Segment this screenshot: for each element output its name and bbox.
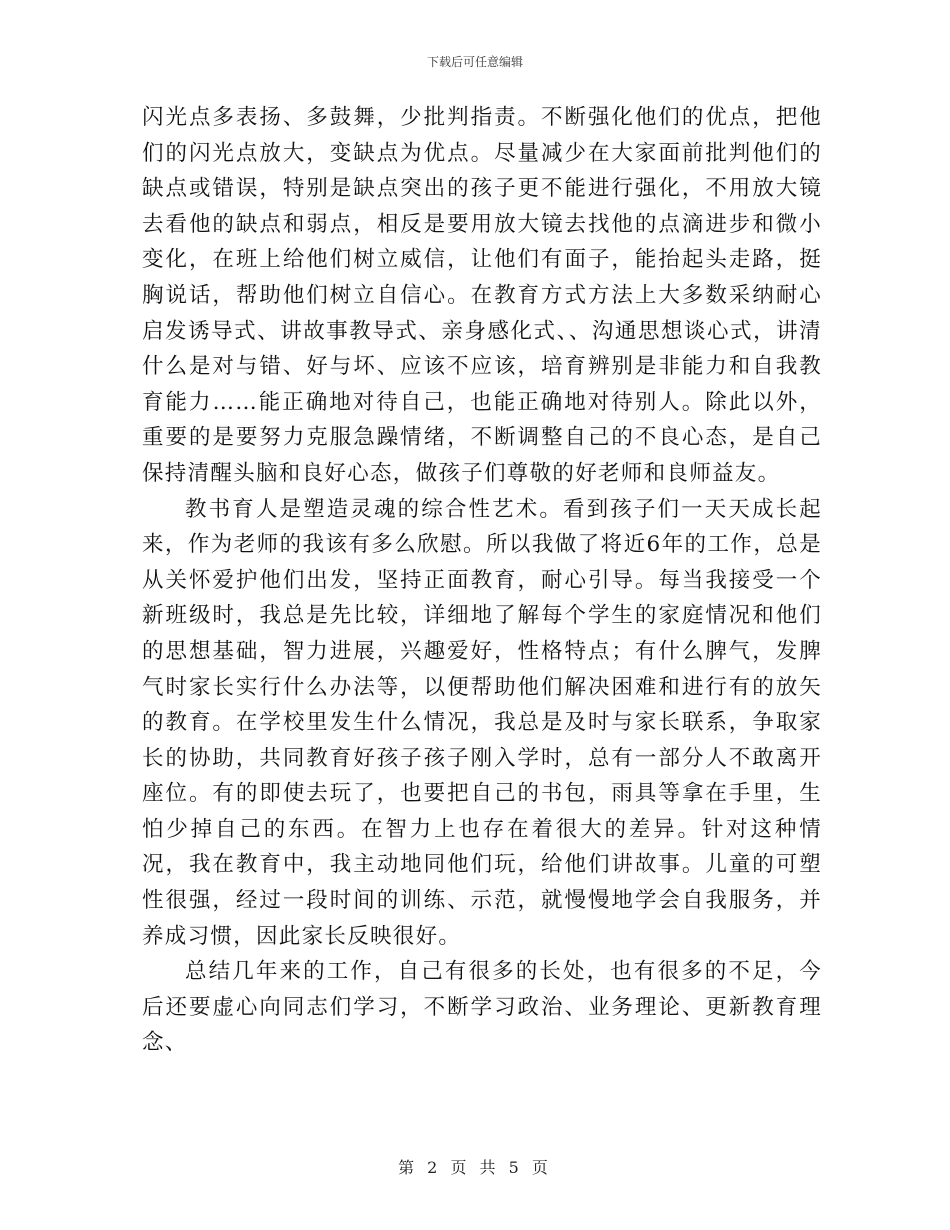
document-body — [142, 100, 822, 1061]
page-number: 第 2 页 共 5 页 — [398, 1158, 552, 1177]
page-header: 下载后可任意编辑 — [426, 55, 523, 69]
paragraph-2: 教书育人是塑造灵魂的综合性艺术。看到孩子们一天天成长起来，作为老师的我该有多么欣慰。所以我做了将近6年的工作，总是从关怀爱护他们出发，坚持正面教育，耐心引导。每当我接受一个新班级时，我总是先比较，详细地了解每个学生的家庭情况和他们的思想基础，智力进展，兴趣爱好，性格特点；有什么脾气，发脾气时家长实行什么办法等，以便帮助他们解决困难和进行有的放矢的教育。在学校里发生什么情况，我总是及时与家长联系，争取家长的协助，共同教育好孩子孩子刚入学时，总有一部分人不敢离开座位。有的即使去玩了，也要把自己的书包，雨具等拿在手里，生怕少掉自己的东西。在智力上也存在着很大的差异。针对这种情况，我在教育中，我主动地同他们玩，给他们讲故事。儿童的可塑性很强，经过一段时间的训练、示范，就慢慢地学会自我服务，并养成习惯，因此家长反映很好。 — [142, 496, 822, 949]
paragraph-3: 总结几年来的工作，自己有很多的长处，也有很多的不足，今后还要虚心向同志们学习，不断学习政治、业务理论、更新教育理念、 — [142, 959, 822, 1056]
paragraph-1: 闪光点多表扬、多鼓舞，少批判指责。不断强化他们的优点，把他们的闪光点放大，变缺点为优点。尽量减少在大家面前批判他们的缺点或错误，特别是缺点突出的孩子更不能进行强化，不用放大镜去看他的缺点和弱点，相反是要用放大镜去找他的点滴进步和微小变化，在班上给他们树立威信，让他们有面子，能抬起头走路，挺胸说话，帮助他们树立自信心。在教育方式方法上大多数采纳耐心启发诱导式、讲故事教导式、亲身感化式、、沟通思想谈心式，讲清什么是对与错、好与坏、应该不应该，培育辨别是非能力和自我教育能力……能正确地对待自己，也能正确地对待别人。除此以外，重要的是要努力克服急躁情绪，不断调整自己的不良心态，是自己保持清醒头脑和良好心态，做孩子们尊敬的好老师和良师益友。 — [142, 105, 822, 486]
